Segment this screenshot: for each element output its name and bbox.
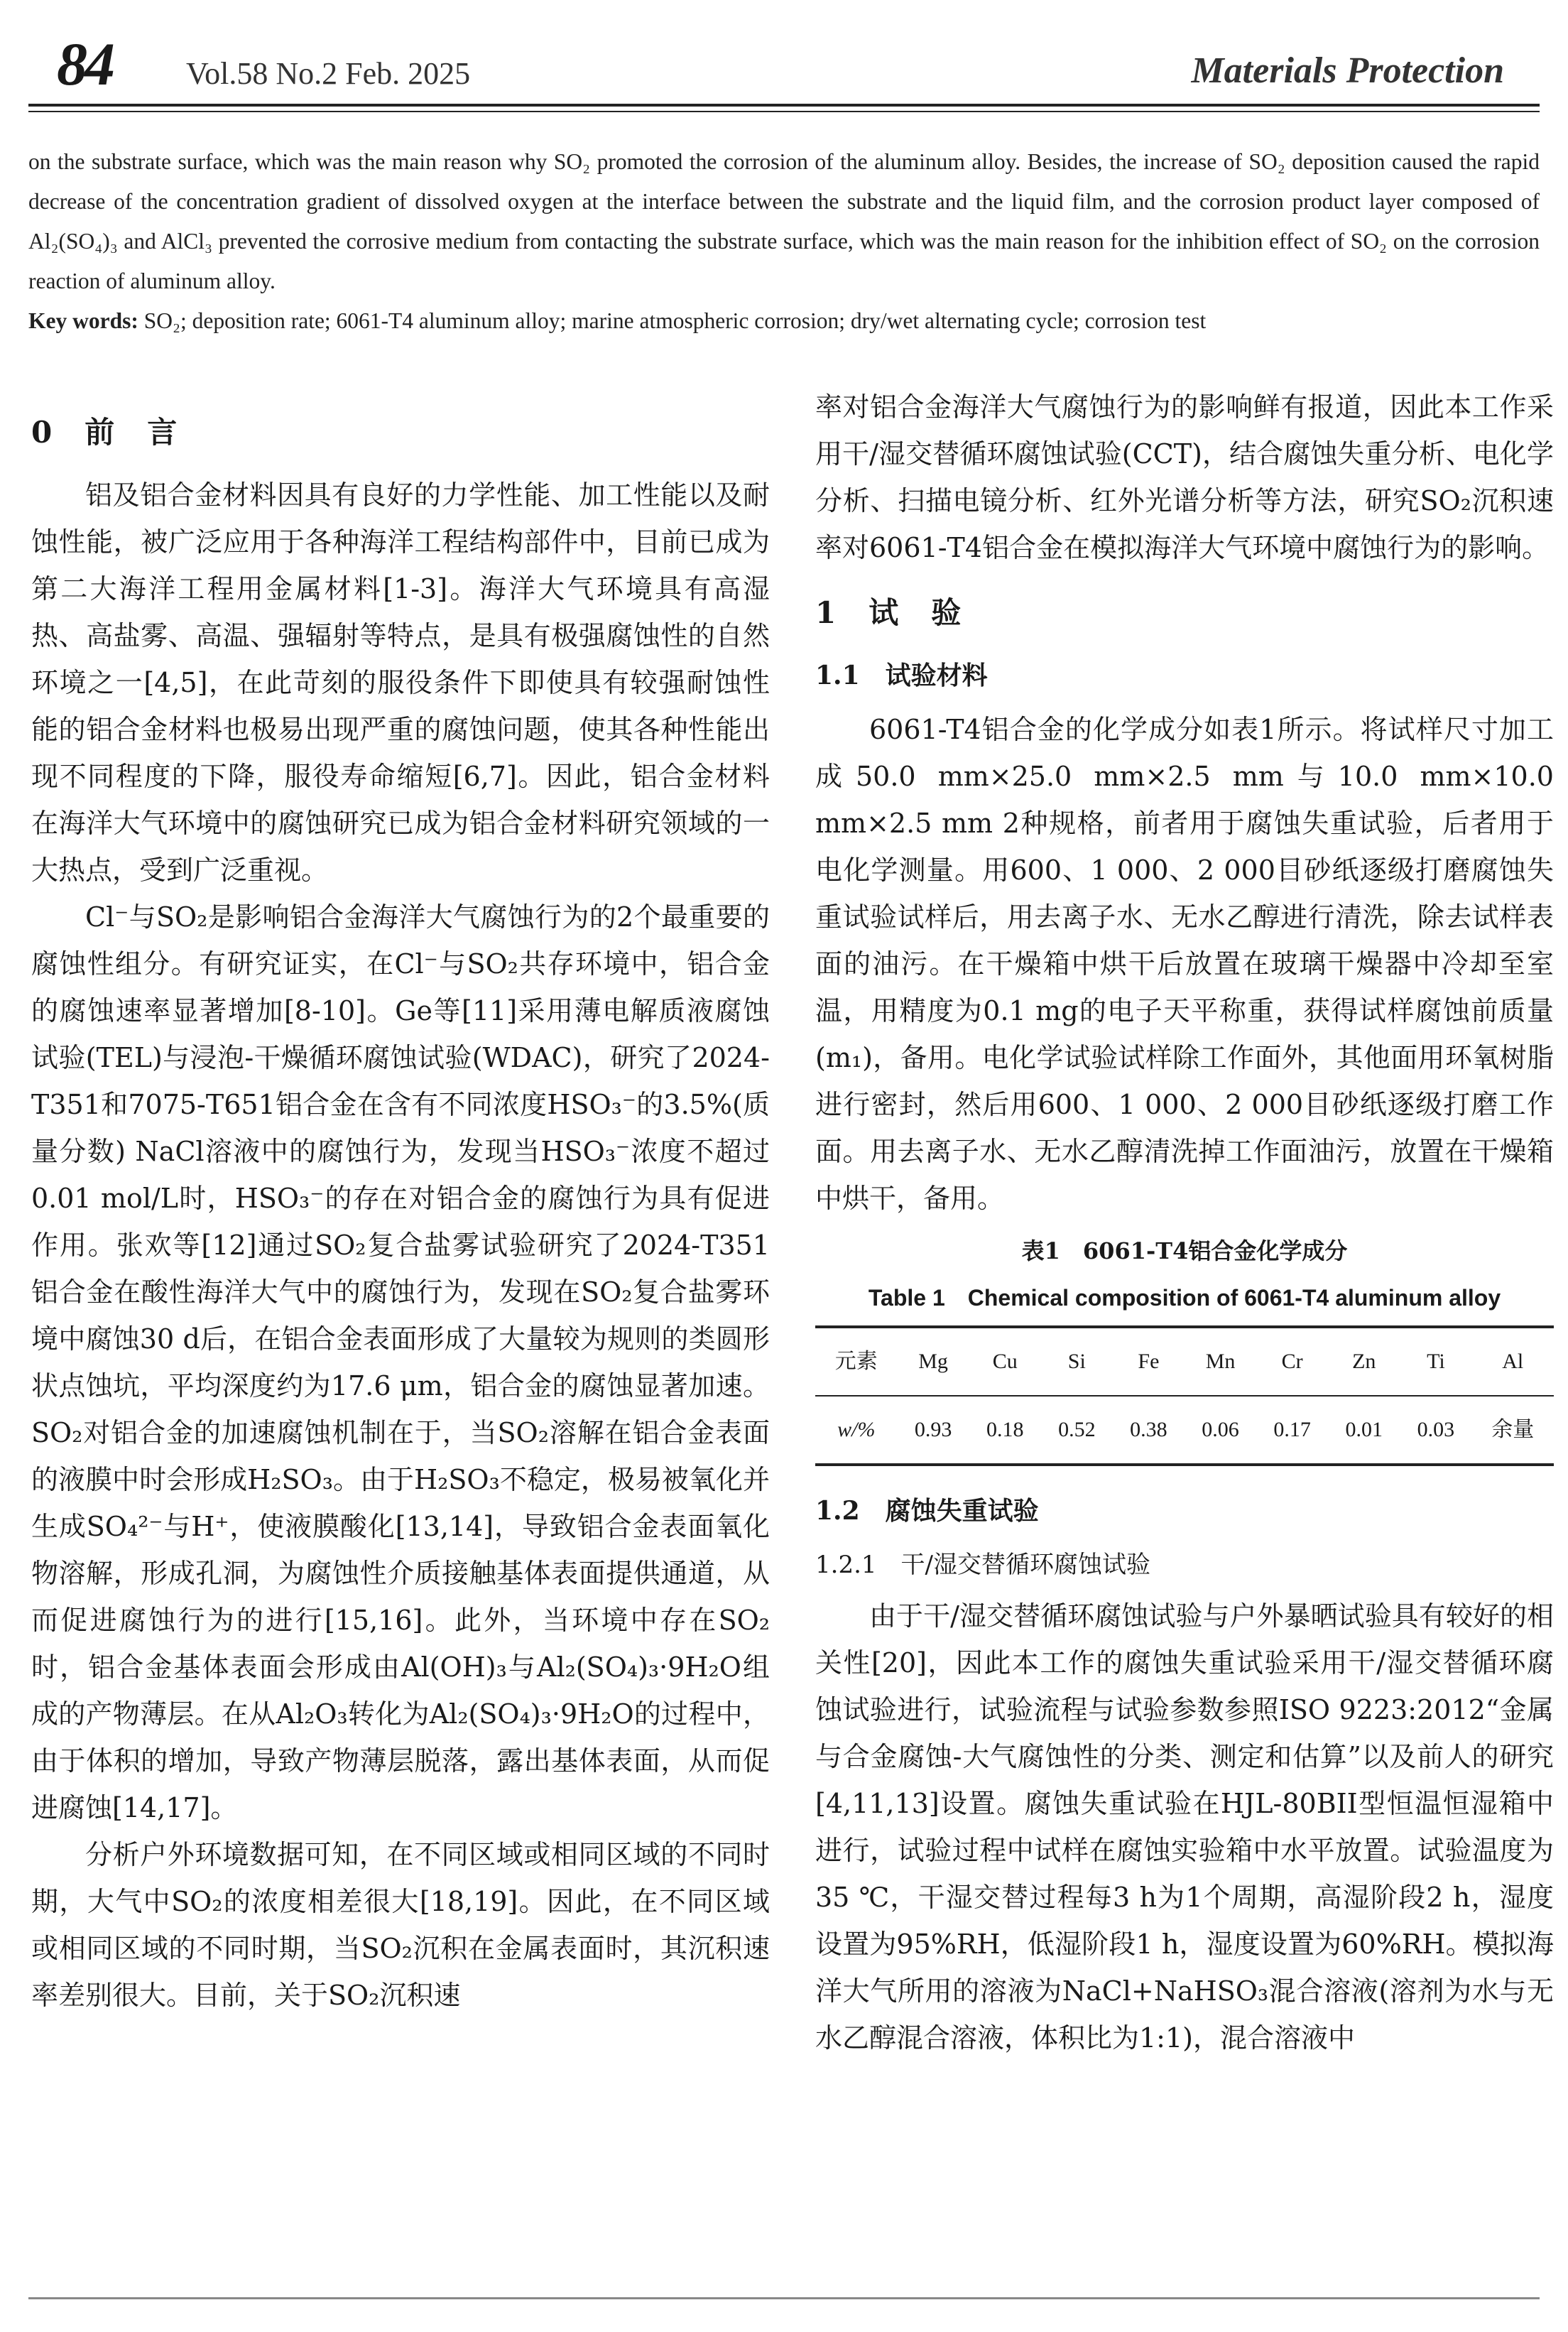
table-1 xyxy=(815,1325,1554,1466)
keywords-label: Key words: xyxy=(28,308,138,333)
table-cell: 余量 xyxy=(1471,1396,1554,1465)
table-cell: Cu xyxy=(969,1327,1041,1396)
table-cell: 元素 xyxy=(815,1327,898,1396)
header-rule-thick xyxy=(28,104,1540,107)
paragraph-intro-continued: 率对铝合金海洋大气腐蚀行为的影响鲜有报道，因此本工作采用干/湿交替循环腐蚀试验(CCT)，结合腐蚀失重分析、电化学分析、扫描电镜分析、红外光谱分析等方法，研究SO₂沉积速率对6061-T4铝合金在模拟海洋大气环境中腐蚀行为的影响。 xyxy=(815,391,1554,563)
volume-line: Vol.58 No.2 Feb. 2025 xyxy=(186,56,471,91)
header-rule-thin xyxy=(28,111,1540,112)
page-number: 84 xyxy=(57,30,112,98)
table-cell: Ti xyxy=(1400,1327,1471,1396)
table-1-caption-cn: 表1 6061-T4铝合金化学成分 xyxy=(1021,1237,1348,1264)
subsection-1-1-title: 1.1 试验材料 xyxy=(815,661,988,690)
table-cell: Zn xyxy=(1328,1327,1400,1396)
section-0-title: 0 前 言 xyxy=(31,415,179,450)
table-cell: 0.18 xyxy=(969,1396,1041,1465)
paragraph-cct: 由于干/湿交替循环腐蚀试验与户外暴晒试验具有较好的相关性[20]，因此本工作的腐蚀失重试验采用干/湿交替循环腐蚀试验进行，试验流程与试验参数参照ISO 9223:2012“金属与合金腐蚀-大气腐蚀性的分类、测定和估算”以及前人的研究[4,11,13]设置。腐蚀失重试验在HJL-80BII型恒温恒湿箱中进行，试验过程中试样在腐蚀实验箱中水平放置。试验温度为35 ℃，干湿交替过程每3 h为1个周期，高湿阶段2 h，湿度设置为95%RH，低湿阶段1 h，湿度设置为60%RH。模拟海洋大气所用的溶液为NaCl+NaHSO₃混合溶液(溶剂为水与无水乙醇混合溶液，体积比为1:1)，混合溶液中 xyxy=(815,1600,1554,2054)
table-cell: Mn xyxy=(1185,1327,1256,1396)
table-1-caption-en: Table 1 Chemical composition of 6061-T4 aluminum alloy xyxy=(868,1285,1501,1311)
table-cell: 0.38 xyxy=(1113,1396,1185,1465)
table-cell: 0.17 xyxy=(1256,1396,1328,1465)
table-cell: 0.06 xyxy=(1185,1396,1256,1465)
table-cell: w/% xyxy=(815,1396,898,1465)
table-1-header-row xyxy=(815,1327,1554,1396)
paragraph-materials: 6061-T4铝合金的化学成分如表1所示。将试样尺寸加工成50.0 mm×25.0 mm×2.5 mm与10.0 mm×10.0 mm×2.5 mm 2种规格，前者用于腐蚀失重试验，后者用于电化学测量。用600、1 000、2 000目砂纸逐级打磨腐蚀失重试验试样后，用去离子水、无水乙醇进行清洗，除去试样表面的油污。在干燥箱中烘干后放置在玻璃干燥器中冷却至室温，用精度为0.1 mg的电子天平称重，获得试样腐蚀前质量(m₁)，备用。电化学试验试样除工作面外，其他面用环氧树脂进行密封，然后用600、1 000、2 000目砂纸逐级打磨工作面。用去离子水、无水乙醇清洗掉工作面油污，放置在干燥箱中烘干，备用。 xyxy=(815,714,1554,1214)
section-1-title: 1 试 验 xyxy=(815,595,963,630)
paragraph-intro-1: 铝及铝合金材料因具有良好的力学性能、加工性能以及耐蚀性能，被广泛应用于各种海洋工程结构部件中，目前已成为第二大海洋工程用金属材料[1-3]。海洋大气环境具有高湿热、高盐雾、高温、强辐射等特点，是具有极强腐蚀性的自然环境之一[4,5]，在此苛刻的服役条件下即使具有较强耐蚀性能的铝合金材料也极易出现严重的腐蚀问题，使其各种性能出现不同程度的下降，服役寿命缩短[6,7]。因此，铝合金材料在海洋大气环境中的腐蚀研究已成为铝合金材料研究领域的一大热点，受到广泛重视。 xyxy=(31,479,770,886)
subsection-1-2-1-title: 1.2.1 干/湿交替循环腐蚀试验 xyxy=(815,1551,1150,1579)
footer-rule xyxy=(28,2297,1540,2299)
paragraph-intro-2: Cl⁻与SO₂是影响铝合金海洋大气腐蚀行为的2个最重要的腐蚀性组分。有研究证实，在Cl⁻与SO₂共存环境中，铝合金的腐蚀速率显著增加[8-10]。Ge等[11]采用薄电解质液腐蚀试验(TEL)与浸泡-干燥循环腐蚀试验(WDAC)，研究了2024-T351和7075-T651铝合金在含有不同浓度HSO₃⁻的3.5%(质量分数) NaCl溶液中的腐蚀行为，发现当HSO₃⁻浓度不超过0.01 mol/L时，HSO₃⁻的存在对铝合金的腐蚀行为具有促进作用。张欢等[12]通过SO₂复合盐雾试验研究了2024-T351铝合金在酸性海洋大气中的腐蚀行为，发现在SO₂复合盐雾环境中腐蚀30 d后，在铝合金表面形成了大量较为规则的类圆形状点蚀坑，平均深度约为17.6 μm，铝合金的腐蚀显著加速。SO₂对铝合金的加速腐蚀机制在于，当SO₂溶解在铝合金表面的液膜中时会形成H₂SO₃。由于H₂SO₃不稳定，极易被氧化并生成SO₄²⁻与H⁺，使液膜酸化[13,14]，导致铝合金表面氧化物溶解，形成孔洞，为腐蚀性介质接触基体表面提供通道，从而促进腐蚀行为的进行[15,16]。此外，当环境中存在SO₂时，铝合金基体表面会形成由Al(OH)₃与Al₂(SO₄)₃·9H₂O组成的产物薄层。在从Al₂O₃转化为Al₂(SO₄)₃·9H₂O的过程中，由于体积的增加，导致产物薄层脱落，露出基体表面，从而促进腐蚀[14,17]。 xyxy=(31,901,770,1823)
table-cell: Al xyxy=(1471,1327,1554,1396)
table-cell: Fe xyxy=(1113,1327,1185,1396)
table-cell: Cr xyxy=(1256,1327,1328,1396)
table-1-value-row xyxy=(815,1396,1554,1465)
table-cell: 0.03 xyxy=(1400,1396,1471,1465)
abstract-text: on the substrate surface, which was the main reason why SO₂ promoted the corrosion of the aluminum alloy. Besides, the increase of SO₂ deposition caused the rapid decrease of the concentration gradient of dissolved oxygen at the interface between the substrate and the liquid film, and the corrosion product layer composed of Al₂(SO₄)₃ and AlCl₃ prevented the corrosive medium from contacting the substrate surface, which was the main reason for the inhibition effect of SO₂ on the corrosion reaction of aluminum alloy. xyxy=(28,149,1540,293)
left-column xyxy=(31,391,770,2019)
right-column xyxy=(815,384,1554,2061)
subsection-1-2-title: 1.2 腐蚀失重试验 xyxy=(815,1496,1039,1526)
abstract-tail xyxy=(28,142,1540,341)
keywords-line xyxy=(28,301,1540,341)
table-cell: Mg xyxy=(898,1327,969,1396)
table-cell: 0.01 xyxy=(1328,1396,1400,1465)
table-cell: Si xyxy=(1041,1327,1113,1396)
keywords-text: SO₂; deposition rate; 6061-T4 aluminum alloy; marine atmospheric corrosion; dry/wet alternating cycle; corrosion test xyxy=(138,308,1207,333)
paragraph-intro-3: 分析户外环境数据可知，在不同区域或相同区域的不同时期，大气中SO₂的浓度相差很大[18,19]。因此，在不同区域或相同区域的不同时期，当SO₂沉积在金属表面时，其沉积速率差别很大。目前，关于SO₂沉积速 xyxy=(31,1839,770,2011)
table-cell: 0.52 xyxy=(1041,1396,1113,1465)
table-cell: 0.93 xyxy=(898,1396,969,1465)
journal-name: Materials Protection xyxy=(1191,50,1504,91)
page-header xyxy=(28,28,1540,99)
